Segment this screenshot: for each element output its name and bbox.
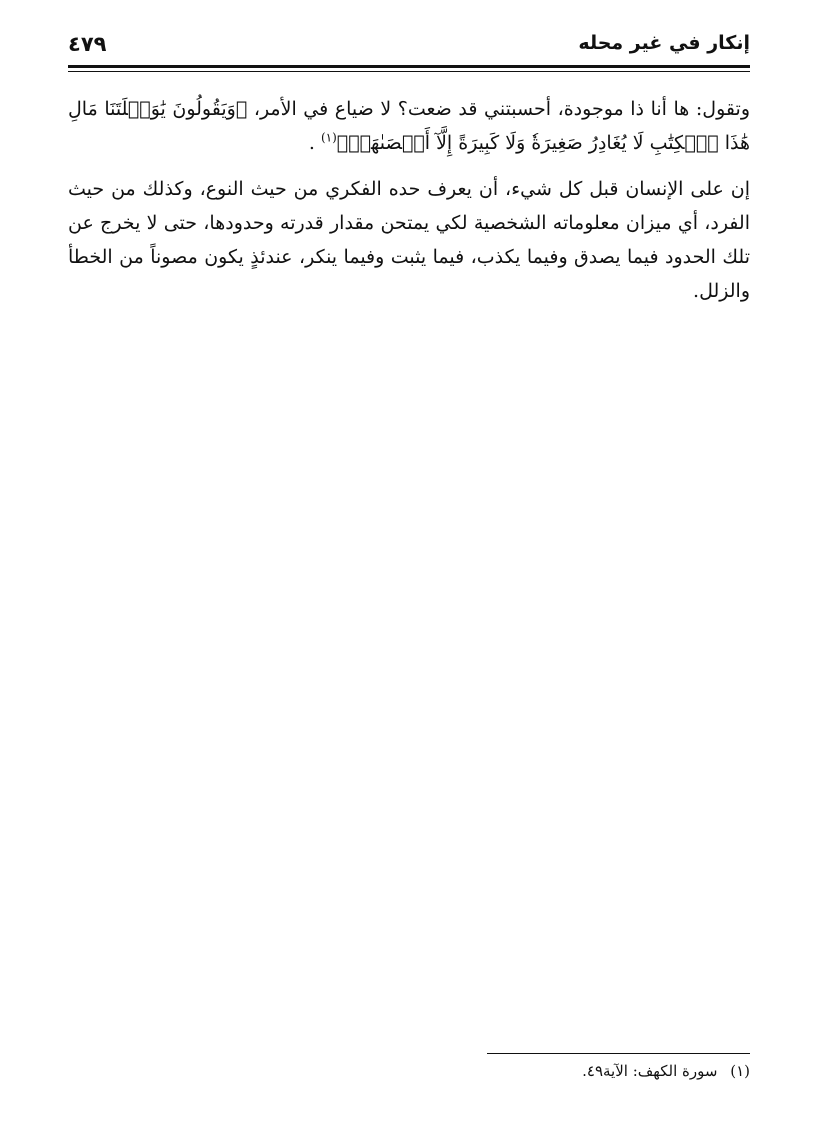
main-text <box>68 92 750 320</box>
footnote-text: سورة الكهف: الآية٤٩. <box>582 1062 718 1080</box>
footnote-ref-1[interactable]: (١) <box>320 130 337 145</box>
paragraph-2: إن على الإنسان قبل كل شيء، أن يعرف حده الفكري من حيث النوع، وكذلك من حيث الفرد، أي ميزان معلوماته الشخصية لكي يمتحن مقدار قدرته وحدودها، حتى لا يخرج عن تلك الحدود فيما يصدق وفيما يكذب، فيما يثبت وفيما ينكر، عندئذٍ يكون مصوناً من الخطأ والزلل. <box>68 178 750 302</box>
page-number: ٤٧٩ <box>68 32 107 56</box>
header-rule-thin <box>68 71 750 72</box>
paragraph-1-text: وتقول: ها أنا ذا موجودة، أحسبتني قد ضعت؟ لا ضياع في الأمر، <box>253 98 750 120</box>
chapter-title: إنكار في غير محله <box>578 32 750 54</box>
footnote-1 <box>582 1062 750 1080</box>
header-rule-thick <box>68 65 750 68</box>
paragraph-1-end: . <box>308 132 315 154</box>
paragraph-1 <box>68 92 750 160</box>
footnote-number: (١) <box>730 1062 750 1080</box>
footnote-rule <box>487 1053 750 1054</box>
running-header <box>68 28 750 64</box>
quran-verse: ﴿وَيَقُولُونَ يَٰوَيۡلَتَنَا مَالِ هَٰذَا ٱلۡكِتَٰبِ لَا يُغَادِرُ صَغِيرَةٗ وَلَا كَبِيرَةً إِلَّآ أَحۡصَىٰهَاۚ﴾ <box>68 98 750 154</box>
